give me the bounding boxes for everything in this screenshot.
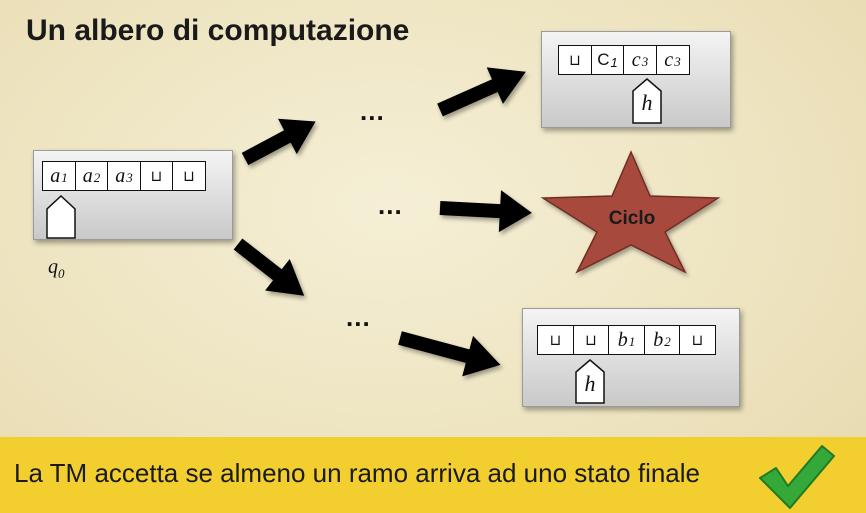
tape-cell: a $_2$ bbox=[75, 161, 109, 191]
arrow-icon bbox=[226, 228, 317, 311]
arrow-icon bbox=[439, 187, 533, 234]
tape-cell: b $_2$ bbox=[644, 325, 681, 355]
head-state-label: h bbox=[641, 90, 653, 115]
tape-cell: a $_1$ bbox=[42, 161, 76, 191]
tape-cell: c $_3$ bbox=[623, 45, 657, 75]
tape-cell: ⊔ bbox=[172, 161, 206, 191]
tape-cell: ⊔ bbox=[537, 325, 574, 355]
arrow-icon bbox=[236, 104, 325, 177]
slide-title: Un albero di computazione bbox=[26, 14, 410, 47]
tape-cell: C $_1$ bbox=[591, 45, 625, 75]
tape-cell: ⊔ bbox=[140, 161, 174, 191]
tape-cell: b $_1$ bbox=[608, 325, 645, 355]
tape-cell: c $_3$ bbox=[656, 45, 690, 75]
arrow-icon bbox=[395, 318, 506, 385]
tape-cell: ⊔ bbox=[679, 325, 716, 355]
initial-state-label: $q_0$ bbox=[48, 256, 65, 281]
tape-cell: ⊔ bbox=[558, 45, 592, 75]
loop-label: Ciclo bbox=[608, 208, 656, 229]
ellipsis-top: ... bbox=[360, 96, 385, 126]
arrow-icon bbox=[432, 53, 534, 128]
ellipsis-middle: ... bbox=[378, 190, 403, 220]
conclusion-banner bbox=[0, 437, 866, 513]
head-state-label: h bbox=[584, 371, 596, 396]
checkmark-icon bbox=[756, 442, 836, 510]
ellipsis-bottom: ... bbox=[346, 302, 371, 332]
tape-cell: a $_3$ bbox=[107, 161, 141, 191]
tape-cell: ⊔ bbox=[573, 325, 610, 355]
conclusion-text: La TM accetta se almeno un ramo arriva ad uno stato finale bbox=[14, 458, 701, 488]
